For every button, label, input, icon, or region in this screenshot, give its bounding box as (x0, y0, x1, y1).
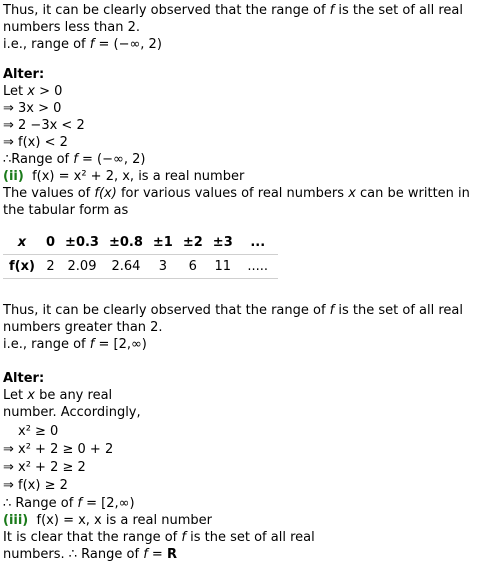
alter2-line1: Let x be any real (3, 388, 113, 403)
table-cell: ±2 (178, 231, 208, 255)
table-cell: 0 (41, 231, 60, 255)
alter1-line5: ∴Range of f = (−∞, 2) (3, 152, 146, 167)
table-cell: 2 (41, 255, 60, 279)
table-row (3, 255, 278, 279)
table-cell: 2.64 (104, 255, 148, 279)
table-row (3, 231, 278, 255)
part2-line1: The values of f(x) for various values of real numbers x can be written in (3, 186, 470, 201)
part3-line2: numbers. ∴ Range of f = R (3, 547, 177, 562)
table-cell: ±3 (208, 231, 238, 255)
alter1-title: Alter: (3, 67, 45, 82)
table-cell: 3 (148, 255, 178, 279)
alter2-line2: number. Accordingly, (3, 405, 141, 420)
para2-line1: Thus, it can be clearly observed that the range of f is the set of all real (3, 303, 463, 318)
para1-line1: Thus, it can be clearly observed that the range of f is the set of all real (3, 3, 463, 18)
table-cell: x (3, 231, 41, 255)
table-cell: 11 (208, 255, 238, 279)
values-table (3, 231, 278, 279)
table-cell: ±0.3 (60, 231, 104, 255)
para2-line3: i.e., range of f = [2,∞) (3, 337, 147, 352)
para1-line2: numbers less than 2. (3, 20, 141, 35)
table-cell: 2.09 (60, 255, 104, 279)
alter1-line3: ⇒ 2 −3x < 2 (3, 118, 85, 133)
part3-heading: (iii) f(x) = x, x is a real number (3, 513, 213, 528)
alter2-line3: x² ≥ 0 (18, 424, 59, 439)
part2-line2: the tabular form as (3, 203, 129, 218)
table-cell: ..... (238, 255, 278, 279)
table-cell: f(x) (3, 255, 41, 279)
alter2-line4: ⇒ x² + 2 ≥ 0 + 2 (3, 442, 114, 457)
alter2-title: Alter: (3, 371, 45, 386)
alter1-line1: Let x > 0 (3, 84, 63, 99)
part2-heading: (ii) f(x) = x² + 2, x, is a real number (3, 169, 245, 184)
table-cell: ±1 (148, 231, 178, 255)
alter2-line7: ∴ Range of f = [2,∞) (3, 496, 135, 511)
part3-line1: It is clear that the range of f is the set of all real (3, 530, 315, 545)
table-cell: ±0.8 (104, 231, 148, 255)
alter2-line5: ⇒ x² + 2 ≥ 2 (3, 460, 86, 475)
alter1-line4: ⇒ f(x) < 2 (3, 135, 68, 150)
alter1-line2: ⇒ 3x > 0 (3, 101, 62, 116)
para1-line3: i.e., range of f = (−∞, 2) (3, 37, 162, 52)
table-cell: ... (238, 231, 278, 255)
para2-line2: numbers greater than 2. (3, 320, 163, 335)
table-cell: 6 (178, 255, 208, 279)
alter2-line6: ⇒ f(x) ≥ 2 (3, 478, 68, 493)
